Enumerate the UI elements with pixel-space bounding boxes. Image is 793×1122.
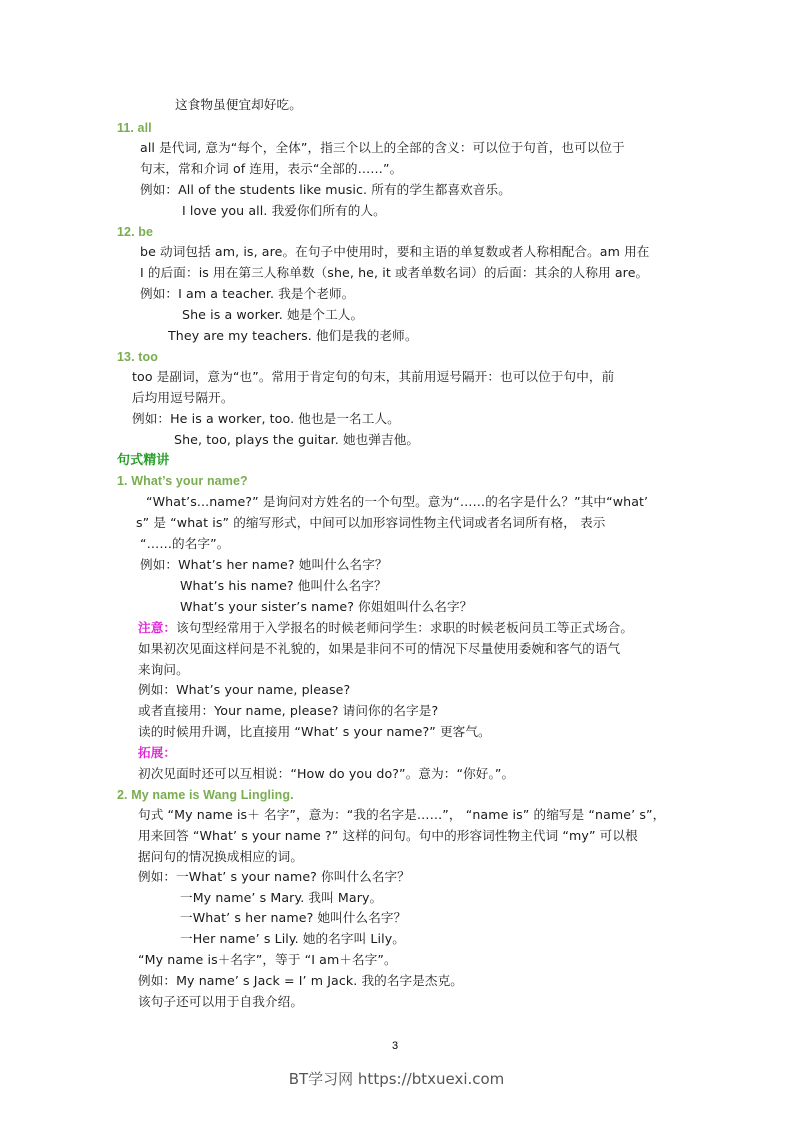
text-line: 这食物虽便宜却好吃。: [175, 97, 302, 112]
heading-be: 12. be: [117, 225, 154, 239]
text-line: 句末，常和介词 of 连用，表示“全部的……”。: [140, 161, 403, 176]
text-line: too 是副词，意为“也”。常用于肯定句的句末，其前用逗号隔开：也可以位于句中，前: [132, 369, 615, 384]
page-number: 3: [392, 1040, 399, 1052]
text-line: I 的后面：is 用在第三人称单数（she, he, it 或者单数名词）的后面：其余的人称用 are。: [140, 265, 649, 280]
text-line: “My name is＋名字”，等于 “I am＋名字”。: [138, 952, 397, 967]
text-line: “……的名字”。: [140, 536, 230, 551]
example-line: 例如：He is a worker, too. 他也是一名工人。: [132, 411, 400, 426]
example-line: What’s your sister’s name? 你姐姐叫什么名字？: [180, 599, 473, 614]
example-line: What’s his name? 他叫什么名字？: [180, 578, 387, 593]
example-line: 例如：My name’ s Jack = I’ m Jack. 我的名字是杰克。: [138, 973, 463, 988]
text-line: 初次见面时还可以互相说：“How do you do?”。意为：“你好。”。: [138, 766, 515, 781]
heading-too: 13. too: [117, 350, 158, 364]
text-line: 该句子还可以用于自我介绍。: [138, 994, 304, 1009]
text-line: “What’s...name?” 是询问对方姓名的一个句型。意为“……的名字是什么？”其中“what’: [146, 494, 649, 509]
example-line: 例如：All of the students like music. 所有的学生都喜欢音乐。: [140, 182, 511, 197]
text-line: 如果初次见面这样问是不礼貌的，如果是非问不可的情况下尽量使用委婉和客气的语气: [138, 641, 621, 656]
example-line: I love you all. 我爱你们所有的人。: [182, 203, 386, 218]
heading-all: 11. all: [117, 121, 152, 135]
text-line: 用来回答 “What’ s your name ?” 这样的问句。句中的形容词性物主代词 “my” 可以根: [138, 828, 638, 843]
text-line: 或者直接用：Your name, please? 请问你的名字是?: [138, 703, 439, 718]
footer-watermark: BT学习网 https://btxuexi.com: [288, 1070, 505, 1088]
heading-my-name-is: 2. My name is Wang Lingling.: [117, 788, 294, 802]
text-line: 句式 “My name is＋ 名字”，意为：“我的名字是……”， “name is” 的缩写是 “name’ s”，: [138, 807, 666, 822]
note-text: 该句型经常用于入学报名的时候老师问学生：求职的时候老板问员工等正式场合。: [176, 620, 634, 635]
text-line: 后均用逗号隔开。: [132, 390, 234, 405]
extension-label: 拓展：: [138, 745, 177, 760]
example-line: 一What’ s her name? 她叫什么名字？: [180, 910, 407, 925]
text-line: be 动词包括 am, is, are。在句子中使用时，要和主语的单复数或者人称相配合。am 用在: [140, 244, 650, 259]
note-label: 注意：: [138, 620, 177, 635]
text-line: 读的时候用升调，比直接用 “What’ s your name?” 更客气。: [138, 724, 491, 739]
example-line: 例如：What’s her name? 她叫什么名字？: [140, 557, 388, 572]
text-line: s” 是 “what is” 的缩写形式，中间可以加形容词性物主代词或者名词所有格， 表示: [136, 515, 606, 530]
example-line: 例如：一What’ s your name? 你叫什么名字？: [138, 869, 410, 884]
example-line: She is a worker. 她是个工人。: [182, 307, 364, 322]
text-line: 据问句的情况换成相应的词。: [138, 849, 304, 864]
example-line: 例如：What’s your name, please?: [138, 682, 351, 697]
example-line: 一Her name’ s Lily. 她的名字叫 Lily。: [180, 931, 405, 946]
note-line: [138, 618, 633, 638]
heading-whats-your-name: 1. What’s your name?: [117, 474, 248, 488]
section-heading: 句式精讲: [117, 453, 170, 468]
example-line: She, too, plays the guitar. 她也弹吉他。: [174, 432, 420, 447]
example-line: 一My name’ s Mary. 我叫 Mary。: [180, 890, 383, 905]
example-line: 例如：I am a teacher. 我是个老师。: [140, 286, 355, 301]
example-line: They are my teachers. 他们是我的老师。: [168, 328, 418, 343]
text-line: 来询问。: [138, 662, 189, 677]
text-line: all 是代词, 意为“每个，全体”，指三个以上的全部的含义：可以位于句首，也可以位于: [140, 140, 625, 155]
